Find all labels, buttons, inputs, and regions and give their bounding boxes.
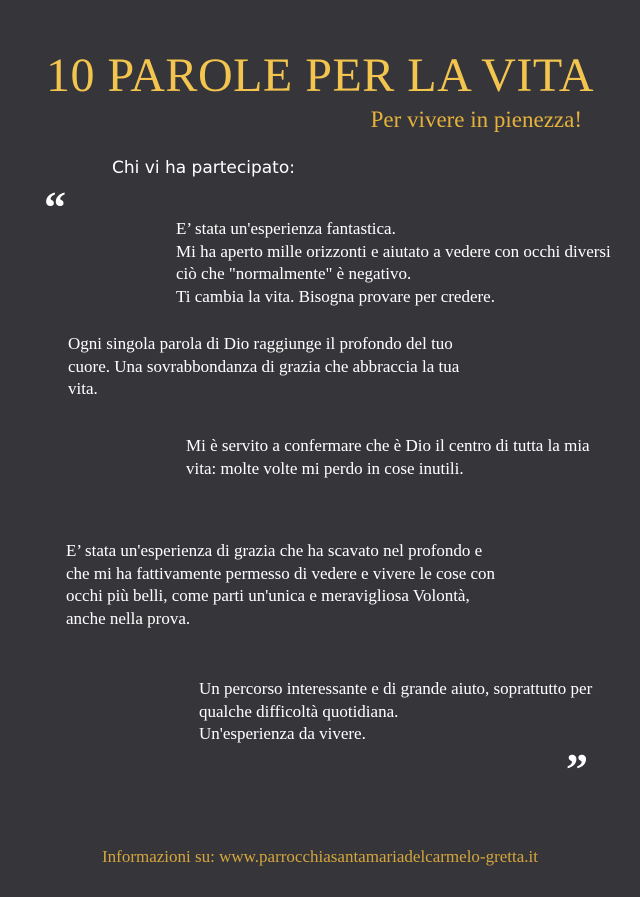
testimonial-2 [68, 333, 488, 401]
page-subtitle: Per vivere in pienezza! [370, 107, 582, 132]
testimonial-text: E’ stata un'esperienza fantastica. Mi ha aperto mille orizzonti e aiutato a vedere con occhi diversi ciò che "normalmente" è negativo. Ti cambia la vita. Bisogna provare per credere. [176, 219, 611, 306]
footer-info: Informazioni su: www.parrocchiasantamariadelcarmelo-gretta.it [102, 847, 538, 866]
testimonial-text: Un percorso interessante e di grande aiuto, soprattutto per qualche difficoltà quotidiana. Un'esperienza da vivere. [199, 679, 593, 743]
testimonial-4 [66, 540, 506, 630]
testimonial-text: Mi è servito a confermare che è Dio il centro di tutta la mia vita: molte volte mi perdo in cose inutili. [186, 436, 590, 478]
testimonial-5 [199, 678, 619, 746]
section-label: Chi vi ha partecipato: [112, 158, 295, 178]
testimonial-3 [186, 435, 606, 480]
open-quote-icon: “ [44, 183, 66, 232]
page-title: 10 PAROLE PER LA VITA [45, 49, 595, 102]
testimonial-text: E’ stata un'esperienza di grazia che ha scavato nel profondo e che mi ha fattivamente permesso di vedere e vivere le cose con occhi più belli, come parti un'unica e meravigliosa Volontà, anche nella prova. [66, 541, 496, 628]
testimonial-text: Ogni singola parola di Dio raggiunge il profondo del tuo cuore. Una sovrabbondanza di grazia che abbraccia la tua vita. [68, 334, 460, 398]
close-quote-icon: ” [566, 745, 588, 794]
testimonial-1 [176, 218, 616, 308]
